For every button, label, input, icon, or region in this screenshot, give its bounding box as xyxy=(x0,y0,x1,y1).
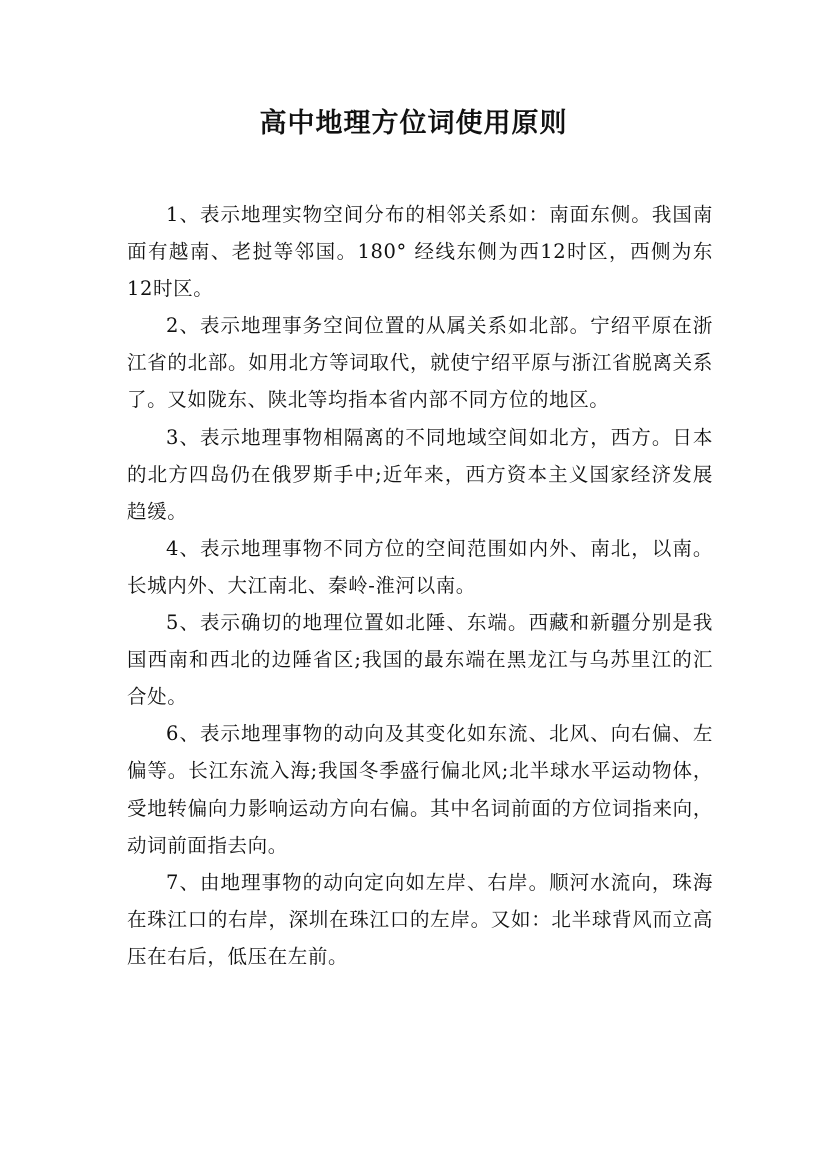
paragraph-3: 3、表示地理事物相隔离的不同地域空间如北方，西方。日本的北方四岛仍在俄罗斯手中;近年来，西方资本主义国家经济发展趋缓。 xyxy=(127,425,713,523)
paragraph-7: 7、由地理事物的动向定向如左岸、右岸。顺河水流向，珠海在珠江口的右岸，深圳在珠江口的左岸。又如：北半球背风而立高压在右后，低压在左前。 xyxy=(127,870,713,968)
paragraph-6: 6、表示地理事物的动向及其变化如东流、北风、向右偏、左偏等。长江东流入海;我国冬季盛行偏北风;北半球水平运动物体，受地转偏向力影响运动方向右偏。其中名词前面的方位词指来向，动词前面指去向。 xyxy=(127,722,713,857)
paragraph-4: 4、表示地理事物不同方位的空间范围如内外、南北，以南。长城内外、大江南北、秦岭-淮河以南。 xyxy=(127,536,713,597)
paragraph-2: 2、表示地理事务空间位置的从属关系如北部。宁绍平原在浙江省的北部。如用北方等词取代，就使宁绍平原与浙江省脱离关系了。又如陇东、陕北等均指本省内部不同方位的地区。 xyxy=(127,314,713,412)
paragraph-5: 5、表示确切的地理位置如北陲、东端。西藏和新疆分别是我国西南和西北的边陲省区;我国的最东端在黑龙江与乌苏里江的汇合处。 xyxy=(127,611,713,709)
document-title: 高中地理方位词使用原则 xyxy=(259,108,568,139)
document-body xyxy=(127,196,713,975)
paragraph-1: 1、表示地理实物空间分布的相邻关系如：南面东侧。我国南面有越南、老挝等邻国。180° 经线东侧为西12时区，西侧为东12时区。 xyxy=(127,203,713,301)
